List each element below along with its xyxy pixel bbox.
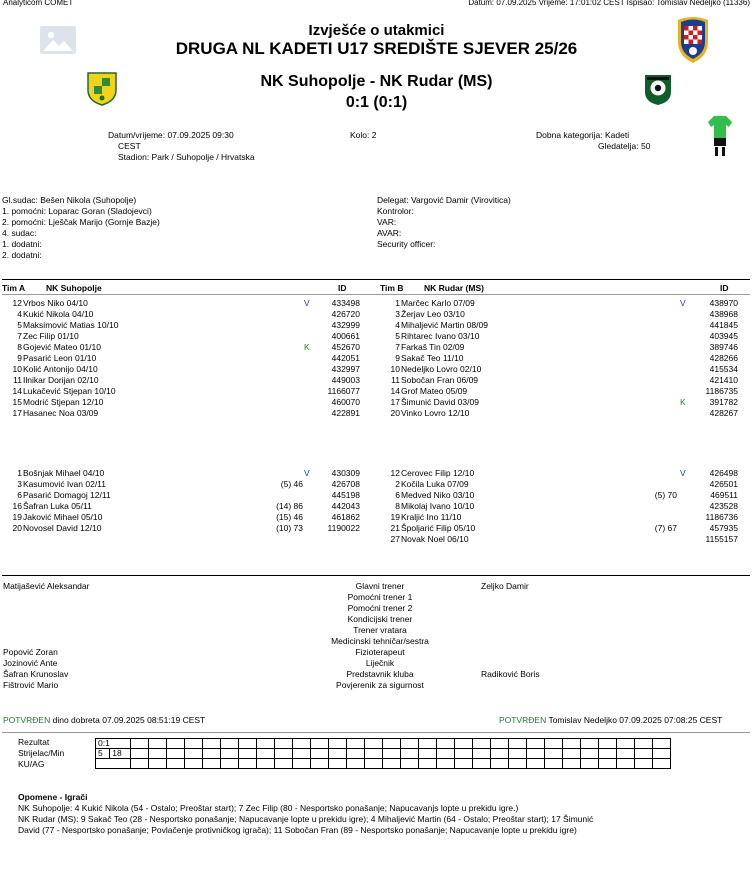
results-empty-cell bbox=[455, 739, 473, 749]
player-id: 445198 bbox=[331, 490, 360, 500]
results-empty-cell bbox=[437, 759, 455, 769]
results-empty-cell bbox=[491, 759, 509, 769]
player-id: 415534 bbox=[709, 364, 738, 374]
results-score-cell: 0:1 bbox=[96, 739, 131, 749]
player-id: 438970 bbox=[709, 298, 738, 308]
results-label-scorer: Strijelac/Min bbox=[18, 748, 65, 758]
results-empty-cell bbox=[653, 759, 671, 769]
results-empty-cell bbox=[581, 749, 599, 759]
official-line: VAR: bbox=[377, 217, 397, 227]
teamA-confirmed-word: POTVRĐEN bbox=[3, 715, 51, 725]
results-empty-cell bbox=[527, 749, 545, 759]
results-empty-cell bbox=[131, 739, 149, 749]
results-empty-cell bbox=[293, 749, 311, 759]
staff-role: Medicinski tehničar/sestra bbox=[331, 636, 429, 646]
results-empty-cell bbox=[437, 749, 455, 759]
player-name: Novosel David 12/10 bbox=[23, 523, 102, 533]
results-empty-cell bbox=[329, 749, 347, 759]
player-number: 20 bbox=[12, 523, 22, 533]
match-score: 0:1 (0:1) bbox=[345, 94, 408, 111]
official-line: 2. pomoćni: Lješčak Marijo (Gornje Bazje) bbox=[2, 217, 160, 227]
player-id: 428267 bbox=[709, 408, 738, 418]
teamB-id-header: ID bbox=[720, 283, 729, 293]
staff-role: Glavni trener bbox=[355, 581, 405, 591]
player-name: Mikolaj Ivano 10/10 bbox=[401, 501, 475, 511]
results-empty-cell bbox=[563, 759, 581, 769]
substitution-info: (5) 70 bbox=[654, 490, 677, 500]
staff-role: Kondicijski trener bbox=[347, 614, 413, 624]
results-empty-cell bbox=[149, 759, 167, 769]
teamA-staff: Fištrović Mario bbox=[3, 680, 59, 690]
player-number: 1 bbox=[17, 468, 22, 478]
goalkeeper-mark: V bbox=[304, 298, 310, 308]
results-empty-cell bbox=[239, 749, 257, 759]
teamA-confirmation bbox=[3, 715, 205, 726]
results-empty-cell bbox=[149, 749, 167, 759]
player-id: 430309 bbox=[331, 468, 360, 478]
results-empty-cell bbox=[239, 759, 257, 769]
match-round: Kolo: 2 bbox=[350, 130, 377, 140]
scorer-minute-cell: 18 bbox=[110, 749, 131, 759]
results-empty-cell bbox=[365, 759, 383, 769]
warnings-line-2: NK Rudar (MS): 9 Sakač Teo (28 - Nesportsko ponašanje; Napucavanje lopte u prekidu igre); 4 Mihaljević Martin (64 - Ostalo; Preoštar start); 17 Šimunić bbox=[18, 814, 594, 824]
results-empty-cell bbox=[347, 739, 365, 749]
results-empty-cell bbox=[167, 759, 185, 769]
player-name: Šafran Luka 05/11 bbox=[23, 501, 92, 511]
player-id: 421410 bbox=[709, 375, 738, 385]
player-name: Gojević Mateo 01/10 bbox=[23, 342, 101, 352]
player-number: 5 bbox=[17, 320, 22, 330]
report-title: Izvješće o utakmici bbox=[308, 22, 445, 39]
player-id: 432997 bbox=[331, 364, 360, 374]
results-empty-cell bbox=[257, 739, 275, 749]
player-number: 27 bbox=[390, 534, 400, 544]
official-line: Security officer: bbox=[377, 239, 436, 249]
match-title: NK Suhopolje - NK Rudar (MS) bbox=[260, 73, 493, 90]
jersey-icon bbox=[707, 114, 733, 158]
results-empty-cell bbox=[365, 749, 383, 759]
player-number: 1 bbox=[395, 298, 400, 308]
results-empty-cell bbox=[383, 749, 401, 759]
player-name: Kraljić Ino 11/10 bbox=[401, 512, 462, 522]
results-empty-cell bbox=[401, 749, 419, 759]
results-empty-cell bbox=[653, 739, 671, 749]
warnings-title: Opomene - Igrači bbox=[18, 792, 88, 802]
results-empty-cell bbox=[167, 739, 185, 749]
results-empty-cell bbox=[527, 759, 545, 769]
player-number: 9 bbox=[395, 353, 400, 363]
results-empty-cell bbox=[311, 759, 329, 769]
results-empty-cell bbox=[383, 739, 401, 749]
results-empty-cell bbox=[599, 759, 617, 769]
results-empty-cell bbox=[635, 739, 653, 749]
results-grid-row bbox=[96, 759, 671, 769]
teamA-name: NK Suhopolje bbox=[46, 283, 102, 293]
teamA-staff: Popović Zoran bbox=[3, 647, 58, 657]
substitution-info: (15) 46 bbox=[276, 512, 303, 522]
results-empty-cell bbox=[131, 759, 149, 769]
results-empty-cell bbox=[545, 759, 563, 769]
player-id: 1186735 bbox=[705, 386, 738, 396]
teamB-name: NK Rudar (MS) bbox=[424, 283, 484, 293]
match-datetime: Datum/vrijeme: 07.09.2025 09:30 bbox=[108, 130, 234, 140]
player-number: 10 bbox=[12, 364, 22, 374]
results-empty-cell bbox=[545, 739, 563, 749]
results-empty-cell bbox=[311, 749, 329, 759]
teamA-staff: Matijašević Aleksandar bbox=[3, 581, 90, 591]
results-empty-cell bbox=[347, 759, 365, 769]
results-empty-cell bbox=[185, 759, 203, 769]
player-number: 8 bbox=[17, 342, 22, 352]
player-name: Vrbos Niko 04/10 bbox=[23, 298, 88, 308]
results-empty-cell bbox=[653, 749, 671, 759]
results-empty-cell bbox=[275, 749, 293, 759]
results-empty-cell bbox=[635, 749, 653, 759]
age-category: Dobna kategorija: Kadeti bbox=[536, 130, 630, 140]
player-name: Grof Mateo 05/09 bbox=[401, 386, 468, 396]
staff-role: Liječnik bbox=[365, 658, 395, 668]
player-number: 11 bbox=[391, 375, 400, 385]
results-empty-cell bbox=[329, 739, 347, 749]
results-empty-cell bbox=[563, 749, 581, 759]
results-empty-cell bbox=[401, 759, 419, 769]
competition-name: DRUGA NL KADETI U17 SREDIŠTE SJEVER 25/26 bbox=[175, 39, 578, 58]
print-header bbox=[0, 0, 753, 7]
results-grid-row bbox=[96, 749, 671, 759]
results-empty-cell bbox=[491, 739, 509, 749]
player-name: Ilnikar Dorijan 02/10 bbox=[23, 375, 99, 385]
player-name: Jaković Mihael 05/10 bbox=[23, 512, 103, 522]
player-id: 403945 bbox=[709, 331, 738, 341]
warnings-line-1: NK Suhopolje: 4 Kukić Nikola (54 - Ostalo; Preoštar start); 7 Zec Filip (80 - Nesportsko ponašanje; Napucavanjs lopte u prekidu igre.) bbox=[18, 803, 519, 813]
player-id: 1190022 bbox=[327, 523, 360, 533]
player-id: 461862 bbox=[331, 512, 360, 522]
match-stadium: Stadion: Park / Suhopolje / Hrvatska bbox=[118, 152, 255, 162]
player-name: Medved Niko 03/10 bbox=[401, 490, 475, 500]
staff-role: Pomoćni trener 2 bbox=[347, 603, 413, 613]
player-number: 3 bbox=[17, 479, 22, 489]
player-name: Lukačević Stjepan 10/10 bbox=[23, 386, 116, 396]
player-number: 6 bbox=[395, 490, 400, 500]
player-id: 389746 bbox=[709, 342, 738, 352]
player-id: 432999 bbox=[331, 320, 360, 330]
official-line: Gl.sudac: Bešen Nikola (Suhopolje) bbox=[2, 195, 137, 205]
player-name: Vinko Lovro 12/10 bbox=[401, 408, 470, 418]
player-number: 16 bbox=[12, 501, 22, 511]
player-number: 15 bbox=[12, 397, 22, 407]
player-name: Kukić Nikola 04/10 bbox=[23, 309, 94, 319]
official-line: 2. dodatni: bbox=[2, 250, 42, 260]
player-number: 12 bbox=[390, 468, 400, 478]
results-empty-cell bbox=[545, 749, 563, 759]
results-empty-cell bbox=[221, 749, 239, 759]
player-id: 1186736 bbox=[705, 512, 738, 522]
results-empty-cell bbox=[491, 749, 509, 759]
player-number: 11 bbox=[13, 375, 22, 385]
official-line: Delegat: Vargović Damir (Virovitica) bbox=[377, 195, 511, 205]
teamA-staff: Šafran Krunoslav bbox=[3, 669, 69, 679]
player-number: 2 bbox=[395, 479, 400, 489]
player-name: Novak Noel 06/10 bbox=[401, 534, 469, 544]
goalkeeper-mark: V bbox=[680, 298, 686, 308]
results-empty-cell bbox=[185, 749, 203, 759]
player-number: 7 bbox=[17, 331, 22, 341]
results-empty-cell bbox=[257, 749, 275, 759]
player-name: Maksimović Matias 10/10 bbox=[23, 320, 119, 330]
results-empty-cell bbox=[527, 739, 545, 749]
player-name: Šimunić David 03/09 bbox=[401, 397, 479, 407]
results-empty-cell bbox=[257, 759, 275, 769]
player-id: 426720 bbox=[331, 309, 360, 319]
player-id: 426498 bbox=[709, 468, 738, 478]
results-empty-cell bbox=[617, 759, 635, 769]
results-empty-cell bbox=[293, 739, 311, 749]
results-empty-cell bbox=[617, 739, 635, 749]
teamB-confirmation bbox=[499, 715, 722, 726]
results-grid bbox=[95, 738, 671, 769]
player-id: 1166077 bbox=[327, 386, 360, 396]
player-number: 7 bbox=[395, 342, 400, 352]
match-timezone: CEST bbox=[118, 141, 141, 151]
teamB-label: Tim B bbox=[380, 283, 404, 293]
staff-role: Povjerenik za sigurnost bbox=[336, 680, 424, 690]
player-id: 422891 bbox=[331, 408, 360, 418]
player-id: 460070 bbox=[331, 397, 360, 407]
player-number: 19 bbox=[390, 512, 400, 522]
player-number: 4 bbox=[395, 320, 400, 330]
player-name: Pasarić Leon 01/10 bbox=[23, 353, 97, 363]
substitution-info: (7) 67 bbox=[654, 523, 677, 533]
player-name: Kasumović Ivan 02/11 bbox=[23, 479, 106, 489]
results-empty-cell bbox=[167, 749, 185, 759]
player-name: Modrić Stjepan 12/10 bbox=[23, 397, 104, 407]
player-id: 423528 bbox=[709, 501, 738, 511]
results-empty-cell bbox=[149, 739, 167, 749]
player-name: Marčec Karlo 07/09 bbox=[401, 298, 475, 308]
teamB-staff: Radiković Boris bbox=[481, 669, 540, 679]
results-empty-cell bbox=[347, 749, 365, 759]
staff-role: Trener vratara bbox=[353, 625, 407, 635]
player-number: 14 bbox=[12, 386, 22, 396]
official-line: Kontrolor: bbox=[377, 206, 414, 216]
player-id: 452670 bbox=[331, 342, 360, 352]
player-id: 400661 bbox=[331, 331, 360, 341]
results-empty-cell bbox=[563, 739, 581, 749]
player-id: 426501 bbox=[709, 479, 738, 489]
results-empty-cell bbox=[185, 739, 203, 749]
results-label-ku: KU/AG bbox=[18, 759, 45, 769]
player-name: Zec Filip 01/10 bbox=[23, 331, 79, 341]
results-empty-cell bbox=[455, 749, 473, 759]
results-empty-cell bbox=[401, 739, 419, 749]
player-id: 442043 bbox=[331, 501, 360, 511]
results-empty-cell bbox=[203, 759, 221, 769]
results-empty-cell bbox=[311, 739, 329, 749]
player-name: Sobočan Fran 06/09 bbox=[401, 375, 479, 385]
player-number: 9 bbox=[17, 353, 22, 363]
staff-role: Pomoćni trener 1 bbox=[347, 592, 413, 602]
substitution-info: (5) 46 bbox=[280, 479, 303, 489]
results-empty-cell bbox=[473, 739, 491, 749]
print-info: Datum: 07.09.2025 Vrijeme: 17:01:02 CEST Ispisao: Tomislav Nedeljko (11336) bbox=[468, 0, 750, 7]
results-empty-cell bbox=[221, 759, 239, 769]
print-source: Analyticom COMET bbox=[3, 0, 74, 7]
rudar-crest-icon bbox=[643, 72, 673, 106]
official-line: 4. sudac: bbox=[2, 228, 37, 238]
player-number: 5 bbox=[395, 331, 400, 341]
player-name: Mihaljević Martin 08/09 bbox=[401, 320, 488, 330]
player-number: 3 bbox=[395, 309, 400, 319]
results-empty-cell bbox=[437, 739, 455, 749]
player-id: 1155157 bbox=[705, 534, 738, 544]
teamB-staff: Zeljko Damir bbox=[481, 581, 529, 591]
substitution-info: (10) 73 bbox=[276, 523, 303, 533]
teamA-confirmed-by: dino dobreta 07.09.2025 08:51:19 CEST bbox=[50, 715, 206, 725]
teamA-staff: Jozinović Ante bbox=[3, 658, 58, 668]
captain-mark: K bbox=[680, 397, 686, 407]
player-number: 14 bbox=[390, 386, 400, 396]
results-empty-cell bbox=[329, 759, 347, 769]
results-empty-cell bbox=[509, 749, 527, 759]
results-empty-cell bbox=[365, 739, 383, 749]
player-number: 17 bbox=[12, 408, 22, 418]
results-empty-cell bbox=[203, 749, 221, 759]
teamB-confirmed-by: Tomislav Nedeljko 07.09.2025 07:08:25 CEST bbox=[546, 715, 723, 725]
teamA-id-header: ID bbox=[338, 283, 347, 293]
team-header-underline bbox=[2, 294, 750, 295]
player-id: 442051 bbox=[331, 353, 360, 363]
results-empty-cell bbox=[509, 759, 527, 769]
results-empty-cell bbox=[599, 749, 617, 759]
official-line: 1. dodatni: bbox=[2, 239, 42, 249]
player-number: 4 bbox=[17, 309, 22, 319]
player-id: 441845 bbox=[709, 320, 738, 330]
player-name: Kolić Antonijo 04/10 bbox=[23, 364, 98, 374]
team-header-rule bbox=[2, 279, 750, 280]
staff-role: Fizioterapeut bbox=[355, 647, 405, 657]
results-empty-cell bbox=[419, 759, 437, 769]
results-empty-cell bbox=[96, 759, 131, 769]
player-id: 457935 bbox=[709, 523, 738, 533]
results-empty-cell bbox=[473, 759, 491, 769]
results-empty-cell bbox=[275, 739, 293, 749]
results-empty-cell bbox=[419, 749, 437, 759]
player-id: 433498 bbox=[331, 298, 360, 308]
player-number: 20 bbox=[390, 408, 400, 418]
player-name: Kočila Luka 07/09 bbox=[401, 479, 469, 489]
results-empty-cell bbox=[419, 739, 437, 749]
staff-role: Predstavnik kluba bbox=[346, 669, 414, 679]
results-empty-cell bbox=[239, 739, 257, 749]
player-id: 426708 bbox=[331, 479, 360, 489]
results-empty-cell bbox=[293, 759, 311, 769]
results-empty-cell bbox=[275, 759, 293, 769]
captain-mark: K bbox=[304, 342, 310, 352]
results-empty-cell bbox=[221, 739, 239, 749]
player-name: Farkaš Tin 02/09 bbox=[401, 342, 465, 352]
official-line: 1. pomoćni: Loparac Goran (Sladojevci) bbox=[2, 206, 152, 216]
player-number: 12 bbox=[12, 298, 22, 308]
results-empty-cell bbox=[581, 739, 599, 749]
player-name: Hasanec Noa 03/09 bbox=[23, 408, 99, 418]
spectators: Gledatelja: 50 bbox=[598, 141, 651, 151]
scorer-number-cell: 5 bbox=[96, 749, 110, 759]
player-name: Špoljarić Filip 05/10 bbox=[401, 523, 476, 533]
player-number: 6 bbox=[17, 490, 22, 500]
results-empty-cell bbox=[635, 759, 653, 769]
staff-rule bbox=[2, 575, 750, 576]
results-empty-cell bbox=[509, 739, 527, 749]
player-name: Žerjav Leo 03/10 bbox=[401, 309, 465, 319]
player-number: 8 bbox=[395, 501, 400, 511]
results-label-score: Rezultat bbox=[18, 737, 50, 747]
player-name: Rihtarec Ivano 03/10 bbox=[401, 331, 480, 341]
player-id: 391782 bbox=[709, 397, 738, 407]
goalkeeper-mark: V bbox=[304, 468, 310, 478]
teamA-label: Tim A bbox=[2, 283, 26, 293]
substitution-info: (14) 86 bbox=[276, 501, 303, 511]
results-empty-cell bbox=[383, 759, 401, 769]
player-id: 449003 bbox=[331, 375, 360, 385]
results-empty-cell bbox=[617, 749, 635, 759]
teamB-confirmed-word: POTVRĐEN bbox=[499, 715, 547, 725]
player-id: 469511 bbox=[710, 490, 738, 500]
player-number: 17 bbox=[390, 397, 400, 407]
results-empty-cell bbox=[599, 739, 617, 749]
player-number: 21 bbox=[390, 523, 400, 533]
results-grid-row bbox=[96, 739, 671, 749]
suhopolje-crest-icon bbox=[85, 70, 119, 106]
player-number: 10 bbox=[390, 364, 400, 374]
results-rule bbox=[2, 732, 750, 733]
player-id: 438968 bbox=[709, 309, 738, 319]
goalkeeper-mark: V bbox=[680, 468, 686, 478]
warnings-line-3: David (77 - Nesportsko ponašanje; Povlačenje protivničkog igrača); 11 Sobočan Fran (89 - Nesportsko ponašanje; Napucavanje lopte u prekidu igre) bbox=[18, 825, 577, 835]
player-name: Sakač Teo 11/10 bbox=[401, 353, 464, 363]
player-name: Cerovec Filip 12/10 bbox=[401, 468, 475, 478]
player-id: 428266 bbox=[709, 353, 738, 363]
results-empty-cell bbox=[455, 759, 473, 769]
results-empty-cell bbox=[203, 739, 221, 749]
player-name: Bošnjak Mihael 04/10 bbox=[23, 468, 105, 478]
results-empty-cell bbox=[581, 759, 599, 769]
official-line: AVAR: bbox=[377, 228, 402, 238]
player-name: Nedeljko Lovro 02/10 bbox=[401, 364, 482, 374]
results-empty-cell bbox=[473, 749, 491, 759]
player-number: 19 bbox=[12, 512, 22, 522]
results-empty-cell bbox=[131, 749, 149, 759]
player-name: Pasarić Domagoj 12/11 bbox=[23, 490, 111, 500]
